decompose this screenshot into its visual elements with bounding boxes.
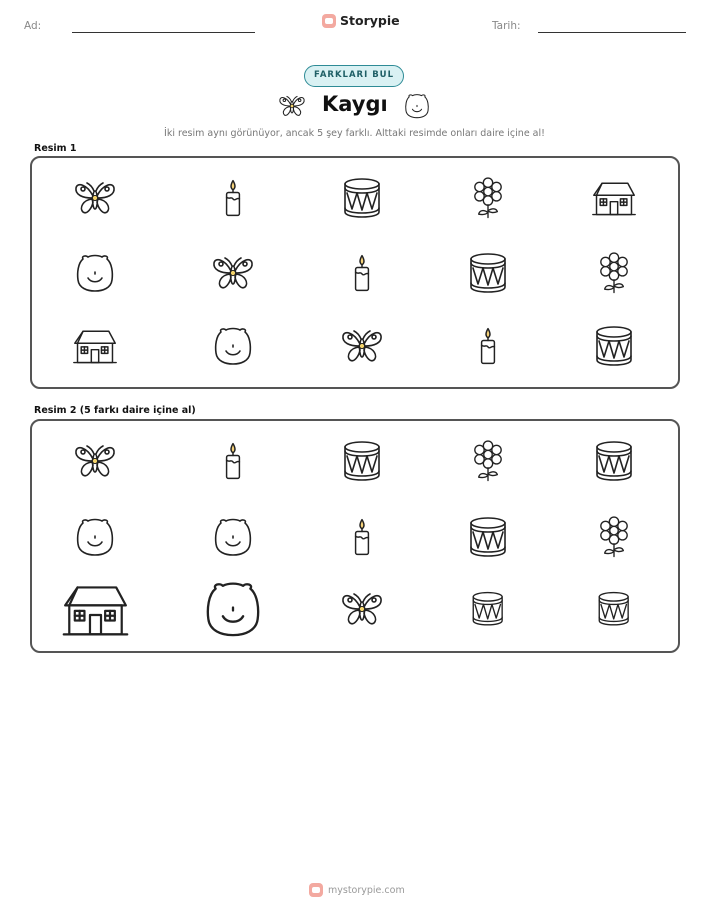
- instructions: İki resim aynı görünüyor, ancak 5 şey farklı. Alttaki resimde onları daire içine al!: [164, 128, 545, 139]
- footer: [309, 883, 405, 897]
- picture2-drum-icon[interactable]: [592, 439, 636, 483]
- date-label: Tarih:: [492, 20, 521, 32]
- picture1-panel: [30, 156, 680, 389]
- storypie-logo-icon: [309, 883, 323, 897]
- picture2-face-icon[interactable]: [213, 517, 253, 557]
- picture2-label: Resim 2 (5 farkı daire içine al): [34, 405, 196, 416]
- picture1-label: Resim 1: [34, 143, 77, 154]
- picture2-drum-icon[interactable]: [466, 515, 510, 559]
- picture1-butterfly-icon: [340, 326, 384, 366]
- picture2-face-icon[interactable]: [75, 517, 115, 557]
- butterfly-icon: [278, 93, 306, 119]
- picture1-candle-icon: [351, 251, 373, 295]
- storypie-logo-icon: [322, 14, 336, 28]
- picture1-butterfly-icon: [211, 253, 255, 293]
- brand-name: Storypie: [340, 13, 400, 28]
- picture1-house-icon: [72, 327, 118, 365]
- brand: [322, 13, 400, 28]
- picture1-flower-icon: [597, 250, 631, 296]
- picture1-candle-icon: [477, 324, 499, 368]
- footer-site: mystorypie.com: [328, 884, 405, 896]
- picture2-face-icon[interactable]: [204, 580, 262, 638]
- picture1-face-icon: [75, 253, 115, 293]
- picture2-candle-icon[interactable]: [222, 439, 244, 483]
- picture2-house-icon[interactable]: [61, 581, 130, 638]
- picture1-drum-icon: [592, 324, 636, 368]
- picture1-drum-icon: [340, 176, 384, 220]
- picture2-candle-icon[interactable]: [351, 515, 373, 559]
- name-line[interactable]: [72, 32, 255, 33]
- worksheet-badge: FARKLARI BUL: [304, 65, 404, 87]
- picture1-candle-icon: [222, 176, 244, 220]
- date-line[interactable]: [538, 32, 686, 33]
- picture2-drum-icon[interactable]: [595, 590, 632, 627]
- picture1-butterfly-icon: [73, 178, 117, 218]
- picture2-drum-icon[interactable]: [469, 590, 506, 627]
- picture2-flower-icon[interactable]: [597, 514, 631, 560]
- picture1-drum-icon: [466, 251, 510, 295]
- face-icon: [404, 93, 430, 119]
- picture2-butterfly-icon[interactable]: [73, 441, 117, 481]
- picture1-house-icon: [591, 179, 637, 217]
- picture2-butterfly-icon[interactable]: [340, 589, 384, 629]
- picture1-flower-icon: [471, 175, 505, 221]
- page-title: Kaygı: [322, 92, 388, 116]
- name-label: Ad:: [24, 20, 42, 32]
- picture2-flower-icon[interactable]: [471, 438, 505, 484]
- picture2-panel[interactable]: [30, 419, 680, 653]
- picture1-face-icon: [213, 326, 253, 366]
- picture2-drum-icon[interactable]: [340, 439, 384, 483]
